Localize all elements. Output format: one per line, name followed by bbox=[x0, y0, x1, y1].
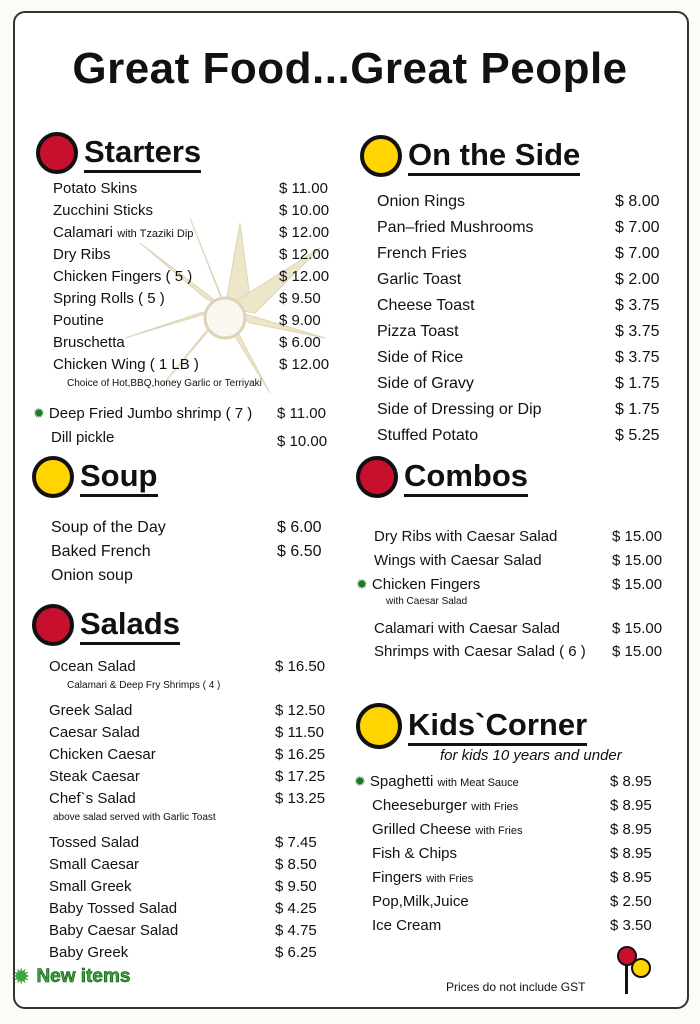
combos-header bbox=[356, 456, 528, 498]
kids-subtitle: for kids 10 years and under bbox=[440, 747, 622, 764]
menu-item: Pizza Toast $ 3.75 bbox=[377, 323, 660, 340]
item-note: with Caesar Salad bbox=[386, 596, 468, 607]
menu-item: Baby Caesar Salad $ 4.75 bbox=[49, 922, 317, 939]
section-title: Starters bbox=[84, 134, 201, 173]
menu-item: Soup of the Day $ 6.00 bbox=[51, 519, 322, 536]
menu-item: Small Greek $ 9.50 bbox=[49, 878, 317, 895]
menu-item: Small Caesar $ 8.50 bbox=[49, 856, 317, 873]
menu-item: ✹ Deep Fried Jumbo shrimp ( 7 ) $ 11.00 bbox=[33, 405, 326, 422]
menu-item: Baby Greek $ 6.25 bbox=[49, 944, 317, 961]
menu-item: Onion soup bbox=[51, 567, 133, 584]
yellow-dot-icon bbox=[360, 135, 402, 177]
new-items-legend bbox=[12, 964, 130, 990]
menu-item: Shrimps with Caesar Salad ( 6 ) $ 15.00 bbox=[374, 643, 663, 660]
menu-item: Pop,Milk,Juice $ 2.50 bbox=[372, 893, 652, 910]
kids-list bbox=[354, 771, 674, 939]
red-dot-icon bbox=[32, 604, 74, 646]
menu-item: Side of Gravy $ 1.75 bbox=[377, 375, 660, 392]
menu-item: Chef`s Salad $ 13.25 bbox=[49, 790, 326, 807]
menu-item: Side of Dressing or Dip $ 1.75 bbox=[377, 401, 660, 418]
side-header bbox=[360, 135, 580, 177]
item-note: above salad served with Garlic Toast bbox=[53, 812, 216, 823]
menu-item: Zucchini Sticks $ 10.00 bbox=[53, 202, 330, 219]
menu-item: Ocean Salad $ 16.50 bbox=[49, 658, 326, 675]
new-item-icon: ✹ bbox=[356, 576, 368, 592]
kids-header bbox=[356, 703, 587, 749]
salads-header bbox=[32, 604, 180, 646]
menu-item: Chicken Fingers ( 5 ) $ 12.00 bbox=[53, 268, 330, 285]
menu-item: ✹ Chicken Fingers $ 15.00 bbox=[356, 576, 663, 593]
menu-item: Onion Rings $ 8.00 bbox=[377, 193, 660, 210]
menu-item: Poutine $ 9.00 bbox=[53, 312, 321, 329]
menu-item: Greek Salad $ 12.50 bbox=[49, 702, 326, 719]
new-item-icon: ✹ bbox=[33, 405, 45, 421]
red-dot-icon bbox=[356, 456, 398, 498]
red-dot-icon bbox=[36, 132, 78, 174]
new-item-icon: ✹ bbox=[354, 773, 366, 789]
new-item-icon: ✹ bbox=[12, 964, 31, 989]
menu-item: Potato Skins $ 11.00 bbox=[53, 180, 328, 197]
menu-item: Dry Ribs with Caesar Salad $ 15.00 bbox=[374, 528, 663, 545]
salads-list bbox=[49, 656, 349, 964]
menu-item: Dill pickle $ 10.00 bbox=[51, 429, 328, 450]
menu-item: Ice Cream $ 3.50 bbox=[372, 917, 652, 934]
menu-item: Tossed Salad $ 7.45 bbox=[49, 834, 317, 851]
menu-item: Baby Tossed Salad $ 4.25 bbox=[49, 900, 317, 917]
menu-item: Chicken Caesar $ 16.25 bbox=[49, 746, 326, 763]
menu-item: Bruschetta $ 6.00 bbox=[53, 334, 321, 351]
menu-item: Stuffed Potato $ 5.25 bbox=[377, 427, 660, 444]
menu-item: Fingers with Fries $ 8.95 bbox=[372, 869, 652, 886]
menu-item: ✹ Spaghetti with Meat Sauce $ 8.95 bbox=[354, 773, 652, 790]
gst-note: Prices do not include GST bbox=[446, 980, 586, 994]
section-title: On the Side bbox=[408, 137, 580, 176]
starters-extra-list bbox=[33, 403, 343, 449]
side-list bbox=[377, 191, 667, 451]
page-title: Great Food...Great People bbox=[72, 44, 628, 93]
menu-item: Baked French $ 6.50 bbox=[51, 543, 322, 560]
menu-item: Cheeseburger with Fries $ 8.95 bbox=[372, 797, 652, 814]
new-items-label: New items bbox=[36, 966, 131, 987]
menu-item: Steak Caesar $ 17.25 bbox=[49, 768, 326, 785]
menu-item: Garlic Toast $ 2.00 bbox=[377, 271, 660, 288]
menu-item: Side of Rice $ 3.75 bbox=[377, 349, 660, 366]
menu-item: Calamari with Caesar Salad $ 15.00 bbox=[374, 620, 663, 637]
soup-list bbox=[51, 517, 341, 589]
menu-item: Cheese Toast $ 3.75 bbox=[377, 297, 660, 314]
section-title: Combos bbox=[404, 458, 528, 497]
section-title: Kids`Corner bbox=[408, 707, 587, 746]
starters-header bbox=[36, 132, 201, 174]
menu-item: Fish & Chips $ 8.95 bbox=[372, 845, 652, 862]
restaurant-logo bbox=[614, 944, 656, 996]
menu-item: Dry Ribs $ 12.00 bbox=[53, 246, 330, 263]
section-title: Salads bbox=[80, 606, 180, 645]
item-note: Choice of Hot,BBQ,honey Garlic or Terriyaki bbox=[67, 378, 262, 389]
starters-list bbox=[53, 178, 343, 396]
menu-item: Chicken Wing ( 1 LB ) $ 12.00 bbox=[53, 356, 330, 373]
menu-item: Pan–fried Mushrooms $ 7.00 bbox=[377, 219, 660, 236]
section-title: Soup bbox=[80, 458, 158, 497]
yellow-dot-icon bbox=[32, 456, 74, 498]
menu-item: Wings with Caesar Salad $ 15.00 bbox=[374, 552, 663, 569]
item-note: Calamari & Deep Fry Shrimps ( 4 ) bbox=[67, 680, 221, 691]
menu-item: Spring Rolls ( 5 ) $ 9.50 bbox=[53, 290, 321, 307]
menu-item: Grilled Cheese with Fries $ 8.95 bbox=[372, 821, 652, 838]
menu-item: French Fries $ 7.00 bbox=[377, 245, 660, 262]
menu-item: Caesar Salad $ 11.50 bbox=[49, 724, 324, 741]
menu-item: Calamari with Tzaziki Dip $ 12.00 bbox=[53, 224, 330, 241]
yellow-dot-icon bbox=[356, 703, 402, 749]
combos-list bbox=[356, 526, 676, 665]
soup-header bbox=[32, 456, 158, 498]
